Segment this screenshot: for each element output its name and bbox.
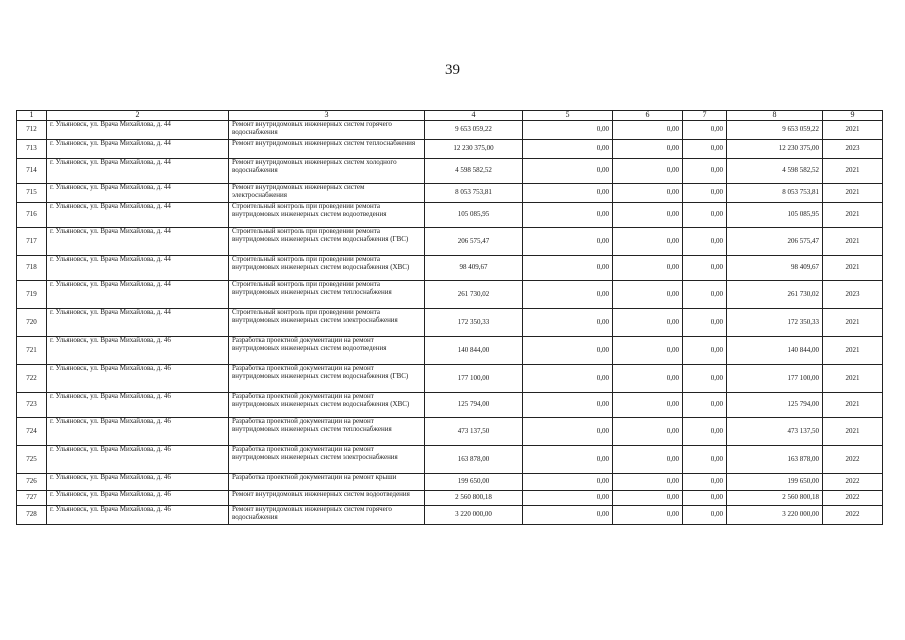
year-cell: 2021 (823, 418, 883, 446)
other-cell: 0,00 (683, 491, 727, 506)
fund-cell: 0,00 (523, 281, 613, 309)
address-cell: г. Ульяновск, ул. Врача Михайлова, д. 46 (47, 474, 229, 491)
owner-funds-cell: 140 844,00 (727, 337, 823, 365)
table-row (17, 337, 883, 365)
address-cell: г. Ульяновск, ул. Врача Михайлова, д. 46 (47, 393, 229, 418)
year-cell: 2021 (823, 184, 883, 203)
other-cell: 0,00 (683, 365, 727, 393)
year-cell: 2021 (823, 393, 883, 418)
total-cost-cell: 172 350,33 (425, 309, 523, 337)
owner-funds-cell: 98 409,67 (727, 256, 823, 281)
year-cell: 2021 (823, 309, 883, 337)
address-cell: г. Ульяновск, ул. Врача Михайлова, д. 44 (47, 121, 229, 140)
year-cell: 2021 (823, 203, 883, 228)
work-type-cell: Ремонт внутридомовых инженерных систем горячего водоснабжения (229, 121, 425, 140)
total-cost-cell: 4 598 582,52 (425, 159, 523, 184)
fund-cell: 0,00 (523, 140, 613, 159)
budget-cell: 0,00 (613, 203, 683, 228)
work-type-cell: Ремонт внутридомовых инженерных систем горячего водоснабжения (229, 506, 425, 525)
fund-cell: 0,00 (523, 446, 613, 474)
row-number: 721 (17, 337, 47, 365)
year-cell: 2021 (823, 256, 883, 281)
row-number: 725 (17, 446, 47, 474)
table-row (17, 474, 883, 491)
row-number: 714 (17, 159, 47, 184)
capital-repair-table (16, 110, 883, 525)
budget-cell: 0,00 (613, 121, 683, 140)
total-cost-cell: 3 220 000,00 (425, 506, 523, 525)
table-row (17, 365, 883, 393)
total-cost-cell: 261 730,02 (425, 281, 523, 309)
owner-funds-cell: 12 230 375,00 (727, 140, 823, 159)
total-cost-cell: 177 100,00 (425, 365, 523, 393)
budget-cell: 0,00 (613, 337, 683, 365)
total-cost-cell: 199 650,00 (425, 474, 523, 491)
address-cell: г. Ульяновск, ул. Врача Михайлова, д. 44 (47, 309, 229, 337)
table-row (17, 418, 883, 446)
total-cost-cell: 2 560 800,18 (425, 491, 523, 506)
total-cost-cell: 473 137,50 (425, 418, 523, 446)
total-cost-cell: 206 575,47 (425, 228, 523, 256)
other-cell: 0,00 (683, 393, 727, 418)
budget-cell: 0,00 (613, 140, 683, 159)
table-row (17, 281, 883, 309)
work-type-cell: Строительный контроль при проведении ремонта внутридомовых инженерных систем теплоснабжения (229, 281, 425, 309)
work-type-cell: Ремонт внутридомовых инженерных систем водоотведения (229, 491, 425, 506)
work-type-cell: Строительный контроль при проведении ремонта внутридомовых инженерных систем водоснабжения (ХВС) (229, 256, 425, 281)
fund-cell: 0,00 (523, 309, 613, 337)
budget-cell: 0,00 (613, 418, 683, 446)
column-header: 3 (229, 111, 425, 121)
total-cost-cell: 163 878,00 (425, 446, 523, 474)
column-header: 8 (727, 111, 823, 121)
table-row (17, 309, 883, 337)
owner-funds-cell: 105 085,95 (727, 203, 823, 228)
row-number: 712 (17, 121, 47, 140)
work-type-cell: Разработка проектной документации на ремонт внутридомовых инженерных систем водоснабжения (ГВС) (229, 365, 425, 393)
fund-cell: 0,00 (523, 393, 613, 418)
other-cell: 0,00 (683, 506, 727, 525)
fund-cell: 0,00 (523, 228, 613, 256)
owner-funds-cell: 8 053 753,81 (727, 184, 823, 203)
table-row (17, 140, 883, 159)
owner-funds-cell: 2 560 800,18 (727, 491, 823, 506)
total-cost-cell: 8 053 753,81 (425, 184, 523, 203)
budget-cell: 0,00 (613, 184, 683, 203)
row-number: 716 (17, 203, 47, 228)
address-cell: г. Ульяновск, ул. Врача Михайлова, д. 46 (47, 365, 229, 393)
year-cell: 2023 (823, 140, 883, 159)
row-number: 720 (17, 309, 47, 337)
budget-cell: 0,00 (613, 281, 683, 309)
budget-cell: 0,00 (613, 256, 683, 281)
table-row (17, 491, 883, 506)
table-row (17, 393, 883, 418)
work-type-cell: Разработка проектной документации на ремонт внутридомовых инженерных систем электроснабжения (229, 446, 425, 474)
owner-funds-cell: 9 653 059,22 (727, 121, 823, 140)
budget-cell: 0,00 (613, 474, 683, 491)
fund-cell: 0,00 (523, 184, 613, 203)
year-cell: 2022 (823, 446, 883, 474)
fund-cell: 0,00 (523, 418, 613, 446)
year-cell: 2023 (823, 281, 883, 309)
owner-funds-cell: 3 220 000,00 (727, 506, 823, 525)
year-cell: 2021 (823, 337, 883, 365)
column-header: 7 (683, 111, 727, 121)
address-cell: г. Ульяновск, ул. Врача Михайлова, д. 44 (47, 184, 229, 203)
work-type-cell: Строительный контроль при проведении ремонта внутридомовых инженерных систем водоснабжения (ГВС) (229, 228, 425, 256)
owner-funds-cell: 163 878,00 (727, 446, 823, 474)
work-type-cell: Ремонт внутридомовых инженерных систем электроснабжения (229, 184, 425, 203)
fund-cell: 0,00 (523, 203, 613, 228)
address-cell: г. Ульяновск, ул. Врача Михайлова, д. 44 (47, 281, 229, 309)
address-cell: г. Ульяновск, ул. Врача Михайлова, д. 46 (47, 337, 229, 365)
column-header: 2 (47, 111, 229, 121)
total-cost-cell: 105 085,95 (425, 203, 523, 228)
work-type-cell: Строительный контроль при проведении ремонта внутридомовых инженерных систем водоотведения (229, 203, 425, 228)
other-cell: 0,00 (683, 184, 727, 203)
address-cell: г. Ульяновск, ул. Врача Михайлова, д. 46 (47, 506, 229, 525)
address-cell: г. Ульяновск, ул. Врача Михайлова, д. 46 (47, 491, 229, 506)
other-cell: 0,00 (683, 256, 727, 281)
budget-cell: 0,00 (613, 365, 683, 393)
total-cost-cell: 9 653 059,22 (425, 121, 523, 140)
owner-funds-cell: 172 350,33 (727, 309, 823, 337)
fund-cell: 0,00 (523, 256, 613, 281)
row-number: 722 (17, 365, 47, 393)
year-cell: 2021 (823, 121, 883, 140)
row-number: 723 (17, 393, 47, 418)
column-header: 5 (523, 111, 613, 121)
column-number-header-row (17, 111, 883, 121)
column-header: 4 (425, 111, 523, 121)
table-row (17, 159, 883, 184)
address-cell: г. Ульяновск, ул. Врача Михайлова, д. 44 (47, 140, 229, 159)
column-header: 9 (823, 111, 883, 121)
address-cell: г. Ульяновск, ул. Врача Михайлова, д. 44 (47, 256, 229, 281)
work-type-cell: Разработка проектной документации на ремонт внутридомовых инженерных систем водоотведения (229, 337, 425, 365)
row-number: 728 (17, 506, 47, 525)
work-type-cell: Ремонт внутридомовых инженерных систем теплоснабжения (229, 140, 425, 159)
year-cell: 2021 (823, 159, 883, 184)
row-number: 715 (17, 184, 47, 203)
other-cell: 0,00 (683, 446, 727, 474)
total-cost-cell: 12 230 375,00 (425, 140, 523, 159)
year-cell: 2021 (823, 228, 883, 256)
fund-cell: 0,00 (523, 491, 613, 506)
fund-cell: 0,00 (523, 337, 613, 365)
owner-funds-cell: 4 598 582,52 (727, 159, 823, 184)
year-cell: 2021 (823, 365, 883, 393)
work-type-cell: Строительный контроль при проведении ремонта внутридомовых инженерных систем электроснабжения (229, 309, 425, 337)
row-number: 717 (17, 228, 47, 256)
other-cell: 0,00 (683, 281, 727, 309)
owner-funds-cell: 199 650,00 (727, 474, 823, 491)
budget-cell: 0,00 (613, 393, 683, 418)
address-cell: г. Ульяновск, ул. Врача Михайлова, д. 46 (47, 446, 229, 474)
fund-cell: 0,00 (523, 474, 613, 491)
fund-cell: 0,00 (523, 506, 613, 525)
column-header: 1 (17, 111, 47, 121)
other-cell: 0,00 (683, 121, 727, 140)
table-row (17, 446, 883, 474)
budget-cell: 0,00 (613, 309, 683, 337)
table-row (17, 121, 883, 140)
table-row (17, 506, 883, 525)
owner-funds-cell: 206 575,47 (727, 228, 823, 256)
budget-cell: 0,00 (613, 228, 683, 256)
other-cell: 0,00 (683, 159, 727, 184)
total-cost-cell: 125 794,00 (425, 393, 523, 418)
owner-funds-cell: 177 100,00 (727, 365, 823, 393)
budget-cell: 0,00 (613, 446, 683, 474)
other-cell: 0,00 (683, 309, 727, 337)
year-cell: 2022 (823, 506, 883, 525)
address-cell: г. Ульяновск, ул. Врача Михайлова, д. 44 (47, 203, 229, 228)
other-cell: 0,00 (683, 418, 727, 446)
other-cell: 0,00 (683, 140, 727, 159)
column-header: 6 (613, 111, 683, 121)
address-cell: г. Ульяновск, ул. Врача Михайлова, д. 44 (47, 228, 229, 256)
page-number: 39 (445, 62, 460, 78)
table-row (17, 256, 883, 281)
work-type-cell: Разработка проектной документации на ремонт внутридомовых инженерных систем водоснабжения (ХВС) (229, 393, 425, 418)
address-cell: г. Ульяновск, ул. Врача Михайлова, д. 44 (47, 159, 229, 184)
owner-funds-cell: 473 137,50 (727, 418, 823, 446)
year-cell: 2022 (823, 474, 883, 491)
fund-cell: 0,00 (523, 159, 613, 184)
other-cell: 0,00 (683, 337, 727, 365)
row-number: 727 (17, 491, 47, 506)
row-number: 719 (17, 281, 47, 309)
row-number: 713 (17, 140, 47, 159)
year-cell: 2022 (823, 491, 883, 506)
total-cost-cell: 98 409,67 (425, 256, 523, 281)
work-type-cell: Ремонт внутридомовых инженерных систем холодного водоснабжения (229, 159, 425, 184)
work-type-cell: Разработка проектной документации на ремонт внутридомовых инженерных систем теплоснабжения (229, 418, 425, 446)
work-type-cell: Разработка проектной документации на ремонт крыши (229, 474, 425, 491)
other-cell: 0,00 (683, 474, 727, 491)
table-row (17, 203, 883, 228)
owner-funds-cell: 125 794,00 (727, 393, 823, 418)
budget-cell: 0,00 (613, 491, 683, 506)
table-row (17, 228, 883, 256)
address-cell: г. Ульяновск, ул. Врача Михайлова, д. 46 (47, 418, 229, 446)
table-row (17, 184, 883, 203)
fund-cell: 0,00 (523, 365, 613, 393)
total-cost-cell: 140 844,00 (425, 337, 523, 365)
budget-cell: 0,00 (613, 159, 683, 184)
row-number: 726 (17, 474, 47, 491)
other-cell: 0,00 (683, 228, 727, 256)
owner-funds-cell: 261 730,02 (727, 281, 823, 309)
fund-cell: 0,00 (523, 121, 613, 140)
budget-cell: 0,00 (613, 506, 683, 525)
row-number: 718 (17, 256, 47, 281)
row-number: 724 (17, 418, 47, 446)
other-cell: 0,00 (683, 203, 727, 228)
